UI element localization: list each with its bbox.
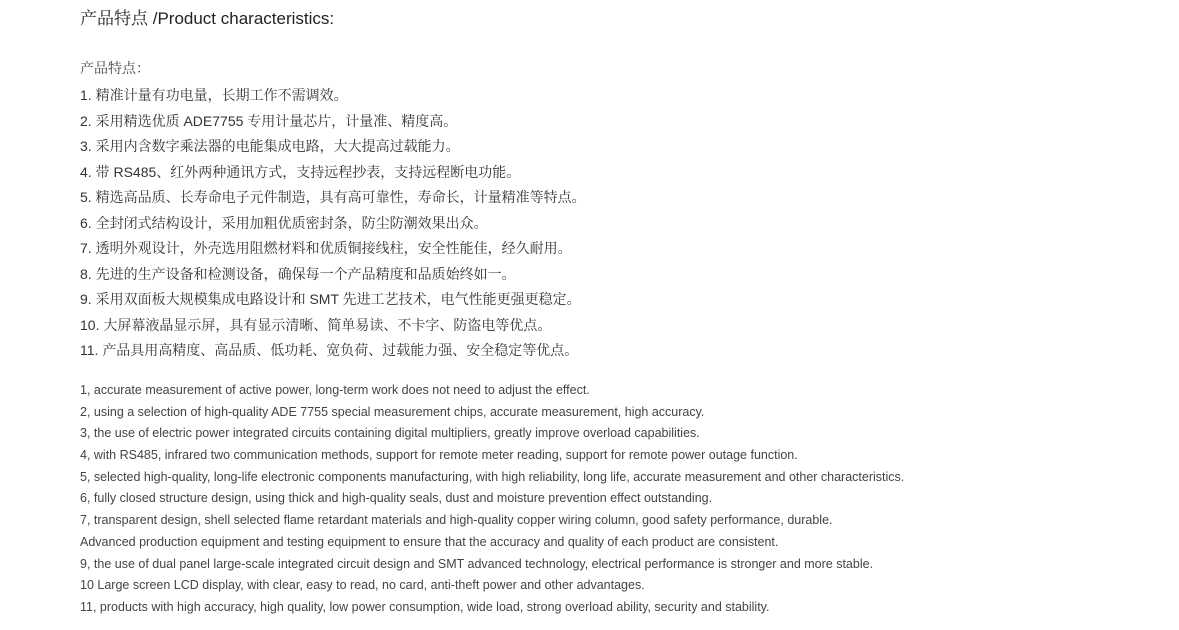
- english-feature-item: 10 Large screen LCD display, with clear, easy to read, no card, anti-theft power and other advantages.: [80, 578, 645, 593]
- english-feature-item: 3, the use of electric power integrated circuits containing digital multipliers, greatly improve overload capabilities.: [80, 426, 700, 441]
- chinese-feature-item: 11. 产品具用高精度、高品质、低功耗、宽负荷、过载能力强、安全稳定等优点。: [80, 342, 579, 358]
- section-title: 产品特点 /Product characteristics:: [80, 9, 335, 28]
- english-feature-item: 7, transparent design, shell selected flame retardant materials and high-quality copper wiring column, good safety performance, durable.: [80, 513, 833, 528]
- english-feature-item: 11, products with high accuracy, high quality, low power consumption, wide load, strong overload ability, security and stability.: [80, 599, 770, 614]
- chinese-feature-item: 5. 精选高品质、长寿命电子元件制造，具有高可靠性，寿命长，计量精准等特点。: [80, 189, 586, 205]
- chinese-features-list: [80, 83, 586, 364]
- chinese-feature-item: 6. 全封闭式结构设计，采用加粗优质密封条，防尘防潮效果出众。: [80, 214, 488, 231]
- chinese-features-heading: 产品特点：: [80, 60, 150, 76]
- chinese-feature-item: 7. 透明外观设计，外壳选用阻燃材料和优质铜接线柱，安全性能佳，经久耐用。: [80, 240, 572, 256]
- chinese-feature-item: 9. 采用双面板大规模集成电路设计和 SMT 先进工艺技术，电气性能更强更稳定。: [80, 291, 581, 307]
- english-feature-item: 6, fully closed structure design, using thick and high-quality seals, dust and moisture prevention effect outstanding.: [80, 491, 713, 506]
- english-feature-item: 5, selected high-quality, long-life electronic components manufacturing, with high reliability, long life, accurate measurement and other characteristics.: [80, 469, 905, 484]
- english-feature-item: 1, accurate measurement of active power, long-term work does not need to adjust the effect.: [80, 383, 590, 397]
- english-features-list: [80, 380, 904, 619]
- english-feature-item: Advanced production equipment and testing equipment to ensure that the accuracy and quality of each product are consistent.: [80, 534, 779, 549]
- chinese-feature-item: 8. 先进的生产设备和检测设备，确保每一个产品精度和品质始终如一。: [80, 265, 516, 282]
- chinese-feature-item: 2. 采用精选优质 ADE7755 专用计量芯片，计量准、精度高。: [80, 112, 458, 129]
- chinese-feature-item: 4. 带 RS485、红外两种通讯方式，支持远程抄表，支持远程断电功能。: [80, 163, 521, 180]
- chinese-feature-item: 3. 采用内含数字乘法器的电能集成电路，大大提高过载能力。: [80, 138, 460, 154]
- chinese-feature-item: 1. 精准计量有功电量，长期工作不需调效。: [80, 87, 348, 103]
- chinese-feature-item: 10. 大屏幕液晶显示屏，具有显示清晰、简单易读、不卡字、防盗电等优点。: [80, 316, 552, 333]
- english-feature-item: 9, the use of dual panel large-scale integrated circuit design and SMT advanced technology, electrical performance is stronger and more stable.: [80, 556, 874, 571]
- chinese-features-block: [80, 58, 586, 364]
- english-feature-item: 4, with RS485, infrared two communication methods, support for remote meter reading, support for remote power outage function.: [80, 448, 798, 463]
- english-feature-item: 2, using a selection of high-quality ADE 7755 special measurement chips, accurate measurement, high accuracy.: [80, 404, 705, 419]
